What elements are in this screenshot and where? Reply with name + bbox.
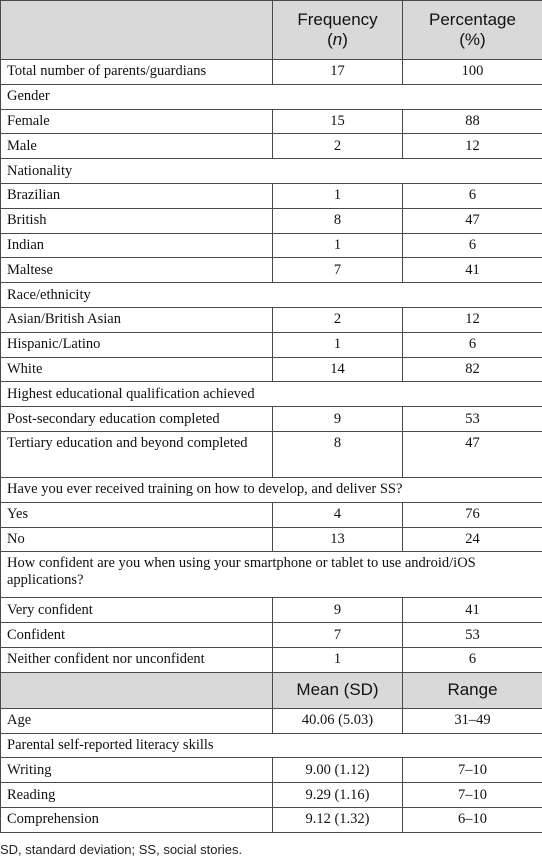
row-label: Comprehension	[1, 807, 273, 832]
row-value-1: 9.00 (1.12)	[273, 758, 403, 783]
section-row	[1, 382, 542, 407]
row-value-1: 17	[273, 60, 403, 85]
header-row-mean	[1, 672, 542, 708]
row-value-1: 9	[273, 407, 403, 432]
table-row	[1, 258, 542, 283]
table-row	[1, 307, 542, 332]
row-value-2: 100	[403, 60, 542, 85]
row-value-2: 7–10	[403, 758, 542, 783]
row-value-2: 41	[403, 598, 542, 623]
section-label: Parental self-reported literacy skills	[1, 733, 542, 758]
row-value-1: 1	[273, 183, 403, 208]
row-label: Neither confident nor unconfident	[1, 647, 273, 672]
row-value-1: 9.29 (1.16)	[273, 783, 403, 808]
section-row	[1, 283, 542, 308]
table-row	[1, 208, 542, 233]
row-label: Yes	[1, 502, 273, 527]
row-value-2: 6	[403, 332, 542, 357]
row-label: Maltese	[1, 258, 273, 283]
section-row	[1, 552, 542, 598]
section-label: How confident are you when using your smartphone or tablet to use android/iOS applications?	[1, 552, 542, 598]
table-row	[1, 527, 542, 552]
table-row	[1, 134, 542, 159]
row-value-2: 6	[403, 183, 542, 208]
row-value-1: 8	[273, 431, 403, 477]
section-label: Race/ethnicity	[1, 283, 542, 308]
header-percentage-unit: (%)	[459, 30, 486, 49]
header-percentage-label: Percentage	[429, 10, 516, 29]
table-row	[1, 623, 542, 648]
row-value-2: 24	[403, 527, 542, 552]
row-value-1: 1	[273, 647, 403, 672]
table-row	[1, 407, 542, 432]
table-row	[1, 332, 542, 357]
section-row	[1, 159, 542, 184]
row-value-2: 31–49	[403, 708, 542, 733]
row-value-2: 53	[403, 407, 542, 432]
row-value-2: 12	[403, 134, 542, 159]
row-label: White	[1, 357, 273, 382]
section-label: Highest educational qualification achieved	[1, 382, 542, 407]
row-value-2: 41	[403, 258, 542, 283]
row-value-1: 15	[273, 109, 403, 134]
table-row	[1, 783, 542, 808]
row-label: Brazilian	[1, 183, 273, 208]
row-label: Female	[1, 109, 273, 134]
row-value-2: 53	[403, 623, 542, 648]
table-row	[1, 109, 542, 134]
section-row	[1, 84, 542, 109]
row-label: Male	[1, 134, 273, 159]
section-label: Gender	[1, 84, 542, 109]
row-value-1: 14	[273, 357, 403, 382]
row-value-2: 76	[403, 502, 542, 527]
header-blank-cell	[1, 1, 273, 60]
row-value-2: 12	[403, 307, 542, 332]
row-value-1: 9	[273, 598, 403, 623]
row-value-1: 1	[273, 332, 403, 357]
row-label: Tertiary education and beyond completed	[1, 431, 273, 477]
header-range: Range	[403, 672, 542, 708]
table-row	[1, 183, 542, 208]
row-value-2: 47	[403, 208, 542, 233]
row-value-1: 13	[273, 527, 403, 552]
row-label: Reading	[1, 783, 273, 808]
row-value-2: 6–10	[403, 807, 542, 832]
header-percentage	[403, 1, 542, 60]
row-value-1: 40.06 (5.03)	[273, 708, 403, 733]
row-label: No	[1, 527, 273, 552]
section-label: Have you ever received training on how to develop, and deliver SS?	[1, 477, 542, 502]
table-body	[1, 1, 542, 833]
row-value-2: 88	[403, 109, 542, 134]
row-label: Post-secondary education completed	[1, 407, 273, 432]
row-value-2: 6	[403, 647, 542, 672]
header-frequency: Frequency (n)	[273, 1, 403, 60]
row-value-1: 7	[273, 258, 403, 283]
table-footnote: SD, standard deviation; SS, social stories.	[0, 842, 243, 857]
row-value-2: 6	[403, 233, 542, 258]
row-value-1: 7	[273, 623, 403, 648]
row-value-1: 4	[273, 502, 403, 527]
table-row	[1, 233, 542, 258]
table-row	[1, 807, 542, 832]
table-row	[1, 758, 542, 783]
row-label: Writing	[1, 758, 273, 783]
row-label: Hispanic/Latino	[1, 332, 273, 357]
row-value-2: 82	[403, 357, 542, 382]
row-label: British	[1, 208, 273, 233]
row-value-1: 2	[273, 134, 403, 159]
row-label: Total number of parents/guardians	[1, 60, 273, 85]
row-value-2: 7–10	[403, 783, 542, 808]
header-mean-sd: Mean (SD)	[273, 672, 403, 708]
table-row	[1, 357, 542, 382]
header-frequency-label: Frequency	[297, 10, 378, 29]
row-label: Age	[1, 708, 273, 733]
header-frequency-n: n	[332, 30, 343, 49]
row-value-1: 8	[273, 208, 403, 233]
table-row	[1, 431, 542, 477]
table-row	[1, 708, 542, 733]
row-label: Indian	[1, 233, 273, 258]
table-row	[1, 647, 542, 672]
row-label: Asian/British Asian	[1, 307, 273, 332]
row-value-1: 1	[273, 233, 403, 258]
header-blank-cell	[1, 672, 273, 708]
section-row	[1, 733, 542, 758]
section-row	[1, 477, 542, 502]
table-row	[1, 60, 542, 85]
row-label: Very confident	[1, 598, 273, 623]
header-row-frequency	[1, 1, 542, 60]
row-value-1: 2	[273, 307, 403, 332]
table-row	[1, 598, 542, 623]
row-value-2: 47	[403, 431, 542, 477]
section-label: Nationality	[1, 159, 542, 184]
table-row	[1, 502, 542, 527]
row-value-1: 9.12 (1.32)	[273, 807, 403, 832]
row-label: Confident	[1, 623, 273, 648]
